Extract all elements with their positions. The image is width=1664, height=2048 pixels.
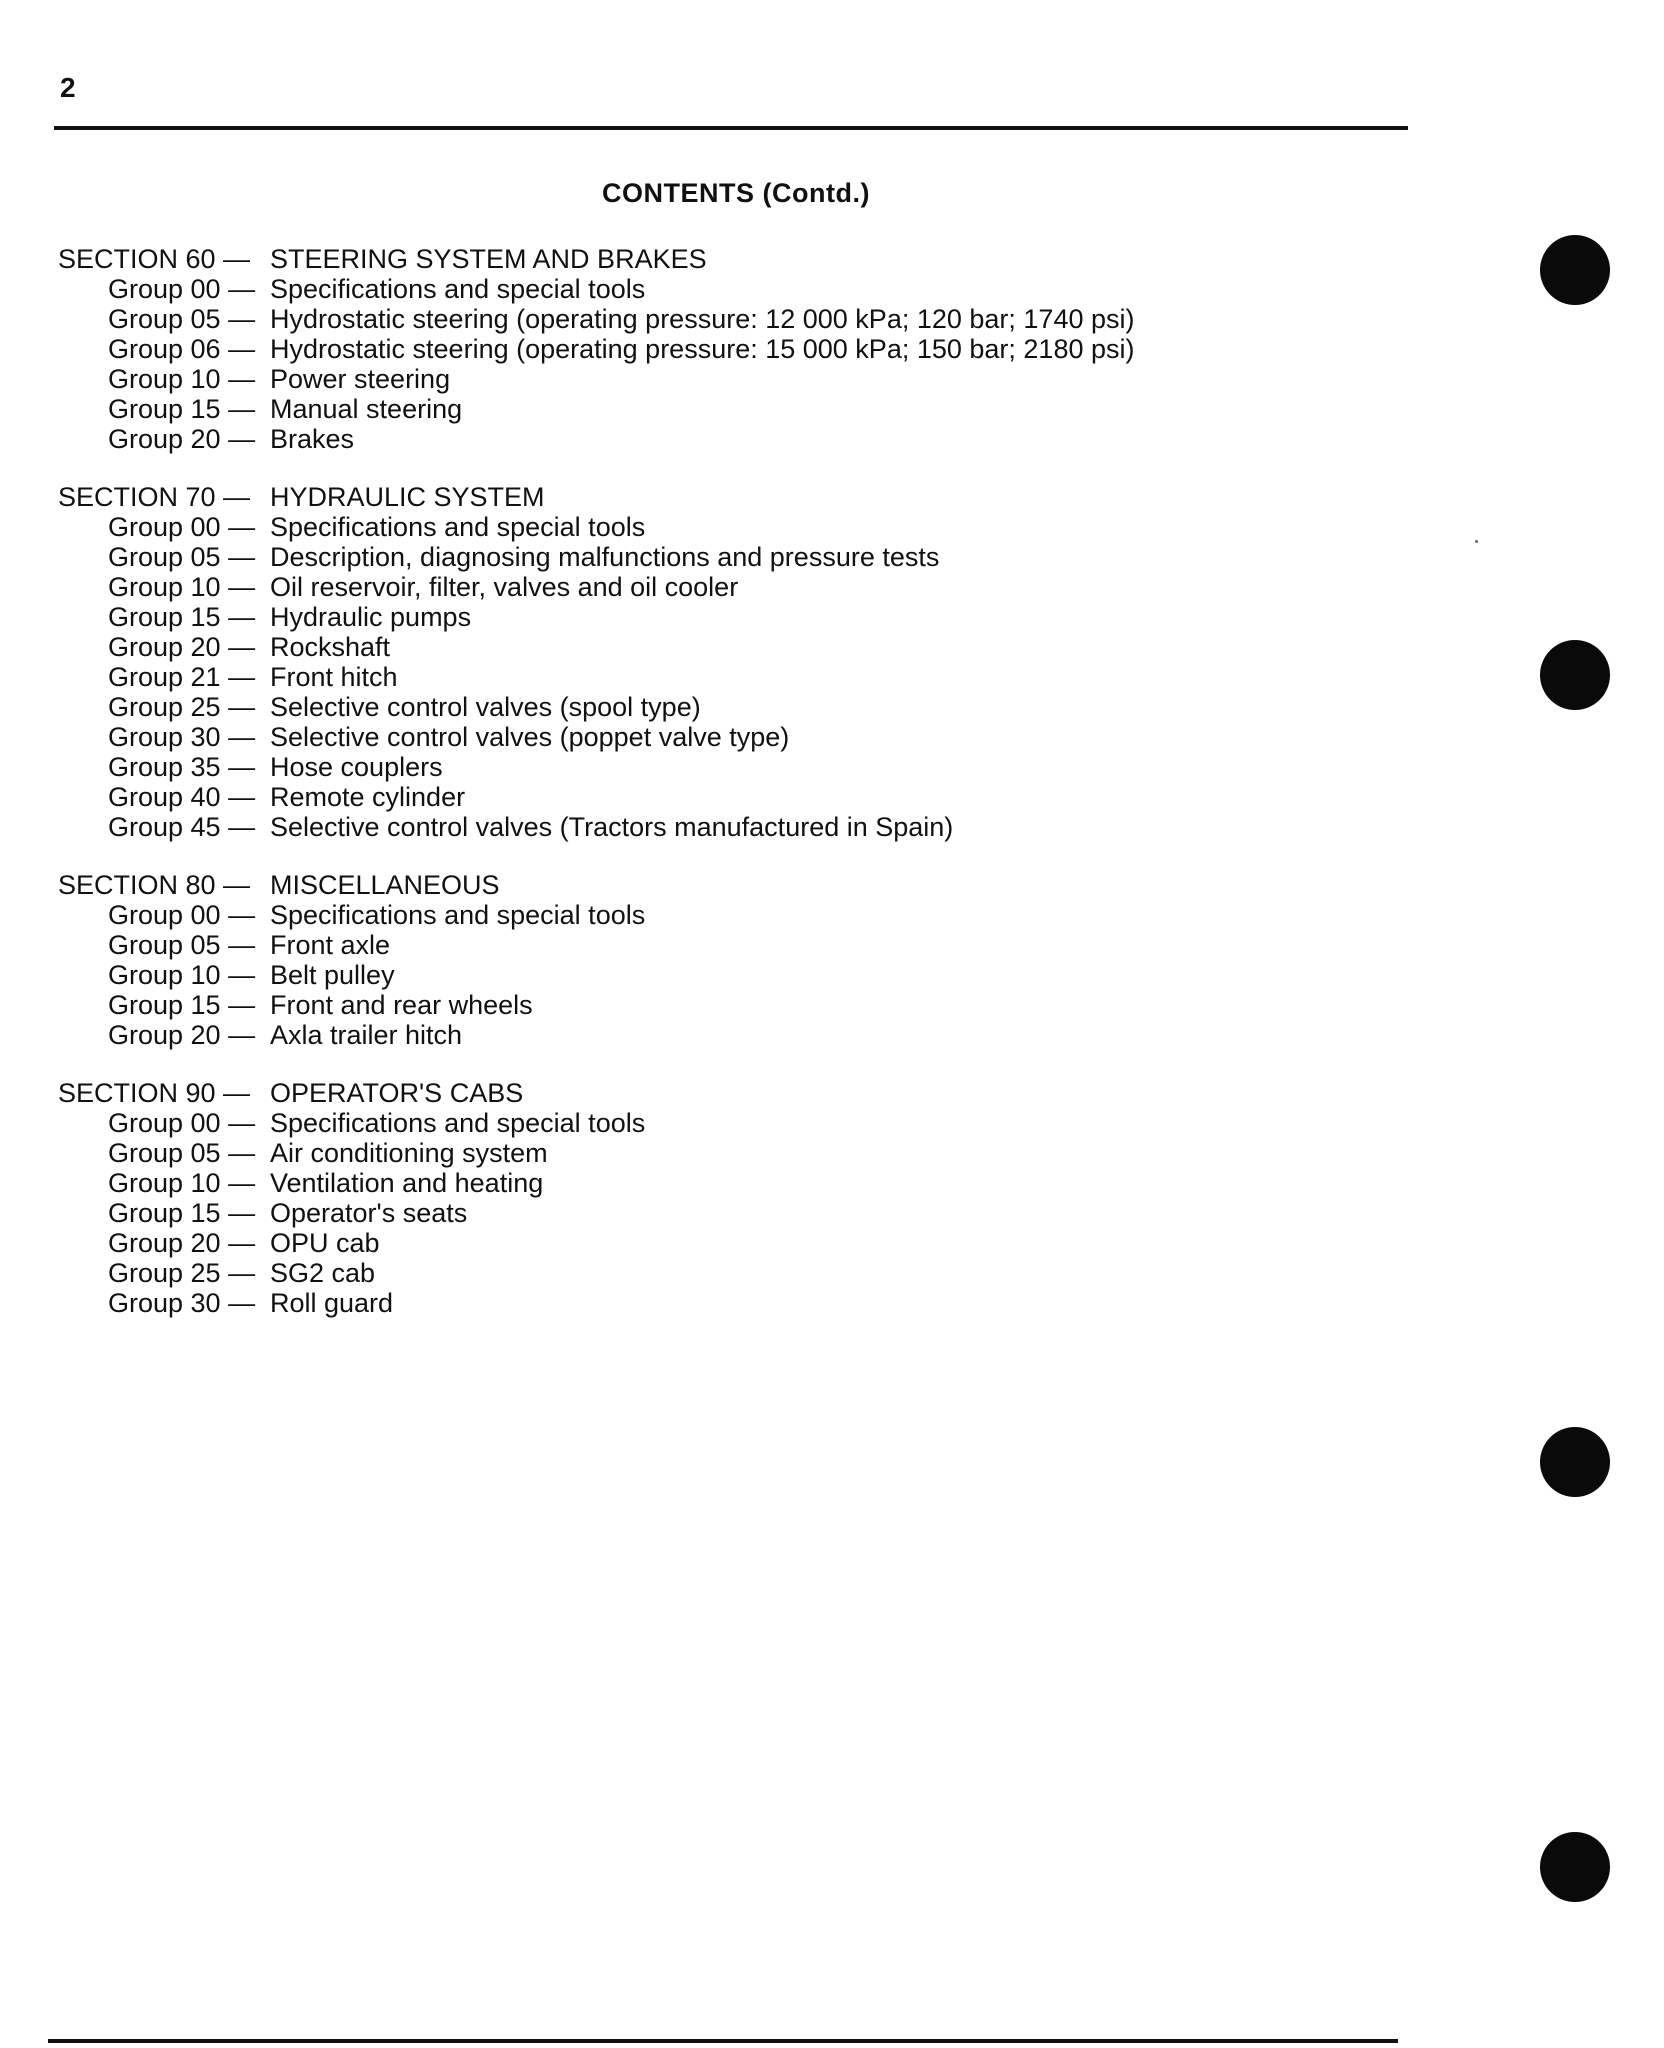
group-entry	[58, 632, 1258, 662]
group-label: Group 10 —	[108, 1168, 256, 1198]
group-entry	[58, 722, 1258, 752]
group-entry	[58, 1228, 1258, 1258]
group-entry	[58, 752, 1258, 782]
group-title: Front and rear wheels	[270, 990, 533, 1020]
group-label: Group 05 —	[108, 1138, 256, 1168]
group-label: Group 00 —	[108, 512, 256, 542]
section-70	[58, 482, 1258, 842]
group-title: Hose couplers	[270, 752, 443, 782]
contents-list	[58, 244, 1258, 1346]
group-title: Specifications and special tools	[270, 274, 646, 304]
group-entry	[58, 512, 1258, 542]
group-entry	[58, 572, 1258, 602]
group-title: SG2 cab	[270, 1258, 376, 1288]
group-label: Group 40 —	[108, 782, 256, 812]
group-entry	[58, 1108, 1258, 1138]
section-title: OPERATOR'S CABS	[270, 1078, 524, 1108]
section-heading	[58, 870, 1258, 900]
group-title: Description, diagnosing malfunctions and pressure tests	[270, 542, 940, 572]
group-entry	[58, 900, 1258, 930]
section-label: SECTION 80 —	[58, 870, 251, 900]
group-label: Group 05 —	[108, 304, 256, 334]
group-entry	[58, 930, 1258, 960]
group-label: Group 00 —	[108, 900, 256, 930]
group-entry	[58, 662, 1258, 692]
group-title: Manual steering	[270, 394, 463, 424]
group-entry	[58, 542, 1258, 572]
page-number: 2	[60, 72, 76, 103]
group-label: Group 05 —	[108, 542, 256, 572]
group-title: Power steering	[270, 364, 451, 394]
punch-hole-2	[1540, 640, 1610, 710]
punch-hole-4	[1540, 1832, 1610, 1902]
top-rule	[54, 126, 1408, 130]
section-label: SECTION 70 —	[58, 482, 251, 512]
section-80	[58, 870, 1258, 1050]
group-label: Group 00 —	[108, 274, 256, 304]
group-title: OPU cab	[270, 1228, 380, 1258]
group-title: Ventilation and heating	[270, 1168, 544, 1198]
group-label: Group 15 —	[108, 1198, 256, 1228]
group-entry	[58, 1168, 1258, 1198]
group-label: Group 30 —	[108, 1288, 256, 1318]
group-title: Front hitch	[270, 662, 398, 692]
section-heading	[58, 244, 1258, 274]
group-label: Group 30 —	[108, 722, 256, 752]
section-title: HYDRAULIC SYSTEM	[270, 482, 545, 512]
group-label: Group 06 —	[108, 334, 256, 364]
group-title: Belt pulley	[270, 960, 395, 990]
section-title: MISCELLANEOUS	[270, 870, 500, 900]
group-label: Group 20 —	[108, 424, 256, 454]
group-label: Group 05 —	[108, 930, 256, 960]
group-entry	[58, 1020, 1258, 1050]
group-label: Group 15 —	[108, 990, 256, 1020]
section-heading	[58, 1078, 1258, 1108]
punch-hole-3	[1540, 1427, 1610, 1497]
group-title: Axla trailer hitch	[270, 1020, 463, 1050]
group-entry	[58, 782, 1258, 812]
group-entry	[58, 304, 1258, 334]
punch-hole-1	[1540, 235, 1610, 305]
group-entry	[58, 1198, 1258, 1228]
group-entry	[58, 364, 1258, 394]
group-entry	[58, 960, 1258, 990]
group-entry	[58, 424, 1258, 454]
group-title: Remote cylinder	[270, 782, 466, 812]
group-entry	[58, 334, 1258, 364]
section-90	[58, 1078, 1258, 1318]
group-title: Selective control valves (Tractors manufactured in Spain)	[270, 812, 954, 842]
group-entry	[58, 1288, 1258, 1318]
group-title: Selective control valves (spool type)	[270, 692, 701, 722]
group-label: Group 10 —	[108, 960, 256, 990]
group-label: Group 15 —	[108, 394, 256, 424]
group-title: Air conditioning system	[270, 1138, 548, 1168]
group-entry	[58, 274, 1258, 304]
group-entry	[58, 602, 1258, 632]
group-label: Group 25 —	[108, 692, 256, 722]
bottom-rule	[48, 2039, 1398, 2043]
group-title: Rockshaft	[270, 632, 391, 662]
group-title: Hydrostatic steering (operating pressure: 12 000 kPa; 120 bar; 1740 psi)	[270, 304, 1135, 334]
group-title: Hydraulic pumps	[270, 602, 472, 632]
group-label: Group 20 —	[108, 1020, 256, 1050]
group-entry	[58, 692, 1258, 722]
group-title: Roll guard	[270, 1288, 394, 1318]
section-title: STEERING SYSTEM AND BRAKES	[270, 244, 707, 274]
group-entry	[58, 1138, 1258, 1168]
group-title: Brakes	[270, 424, 355, 454]
group-entry	[58, 1258, 1258, 1288]
group-label: Group 45 —	[108, 812, 256, 842]
group-label: Group 15 —	[108, 602, 256, 632]
scan-speck	[1475, 540, 1478, 543]
group-entry	[58, 990, 1258, 1020]
group-label: Group 10 —	[108, 364, 256, 394]
group-title: Front axle	[270, 930, 391, 960]
contents-heading: CONTENTS (Contd.)	[602, 178, 870, 208]
group-entry	[58, 394, 1258, 424]
group-label: Group 00 —	[108, 1108, 256, 1138]
group-title: Operator's seats	[270, 1198, 468, 1228]
group-label: Group 20 —	[108, 632, 256, 662]
group-label: Group 10 —	[108, 572, 256, 602]
group-title: Oil reservoir, filter, valves and oil cooler	[270, 572, 739, 602]
section-heading	[58, 482, 1258, 512]
group-label: Group 25 —	[108, 1258, 256, 1288]
section-label: SECTION 60 —	[58, 244, 251, 274]
group-title: Specifications and special tools	[270, 512, 646, 542]
section-label: SECTION 90 —	[58, 1078, 251, 1108]
group-title: Specifications and special tools	[270, 1108, 646, 1138]
group-title: Selective control valves (poppet valve type)	[270, 722, 790, 752]
group-title: Hydrostatic steering (operating pressure: 15 000 kPa; 150 bar; 2180 psi)	[270, 334, 1135, 364]
section-60	[58, 244, 1258, 454]
group-title: Specifications and special tools	[270, 900, 646, 930]
group-label: Group 21 —	[108, 662, 256, 692]
group-entry	[58, 812, 1258, 842]
group-label: Group 35 —	[108, 752, 256, 782]
group-label: Group 20 —	[108, 1228, 256, 1258]
